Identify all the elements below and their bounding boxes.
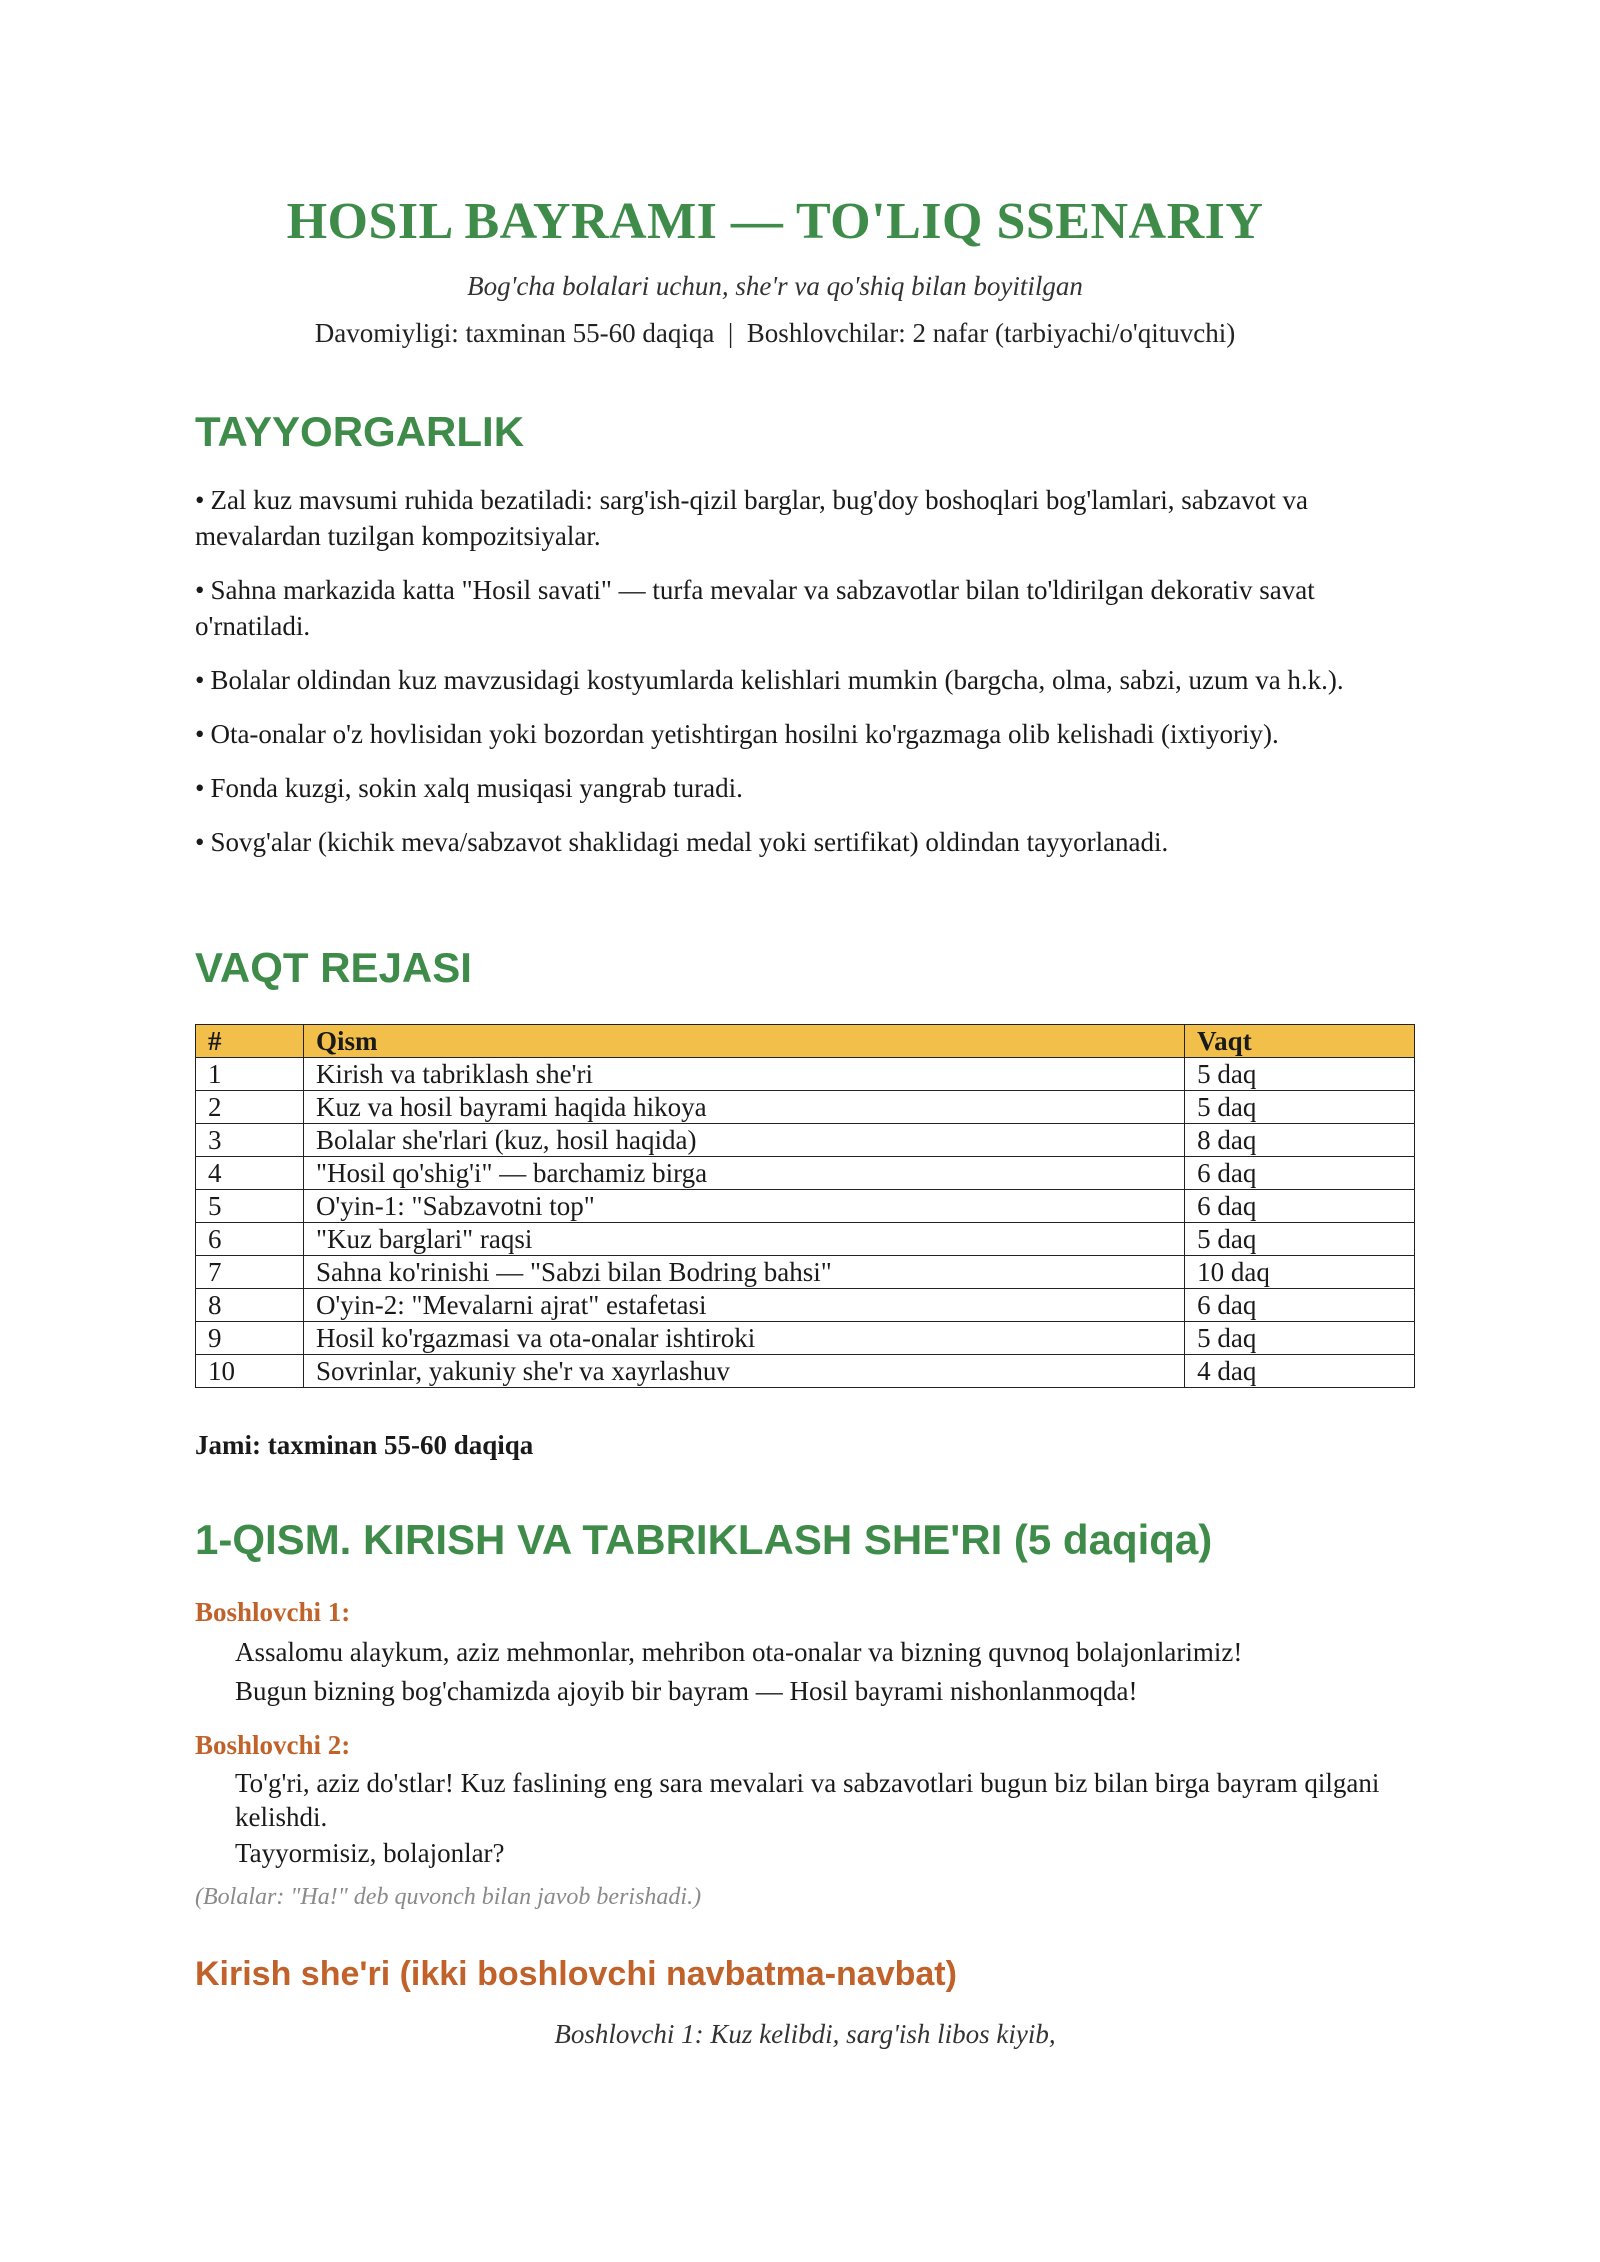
cell-number: 10: [196, 1355, 304, 1388]
list-item-text: Fonda kuzgi, sokin xalq musiqasi yangrab turadi.: [210, 773, 743, 803]
stage-direction: (Bolalar: "Ha!" deb quvonch bilan javob berishadi.): [195, 1884, 702, 1910]
table-row: [196, 1058, 1415, 1091]
speech-line: Tayyormisiz, bolajonlar?: [235, 1838, 505, 1868]
cell-number: 9: [196, 1322, 304, 1355]
part1-heading: 1-QISM. KIRISH VA TABRIKLASH SHE'RI (5 daqiqa): [195, 1516, 1213, 1563]
list-item-text: Sovg'alar (kichik meva/sabzavot shaklidagi medal yoki sertifikat) oldindan tayyorlanadi.: [210, 827, 1169, 857]
host2-label: Boshlovchi 2:: [195, 1730, 351, 1760]
cell-time: 5 daq: [1185, 1091, 1415, 1124]
cell-number: 6: [196, 1223, 304, 1256]
preparation-heading: TAYYORGARLIK: [195, 408, 525, 455]
cell-time: 5 daq: [1185, 1058, 1415, 1091]
document-title: HOSIL BAYRAMI — TO'LIQ SSENARIY: [286, 193, 1264, 250]
cell-part: Sovrinlar, yakuniy she'r va xayrlashuv: [303, 1355, 1184, 1388]
cell-number: 4: [196, 1157, 304, 1190]
list-item: [195, 482, 1415, 554]
cell-number: 2: [196, 1091, 304, 1124]
list-item-text: Zal kuz mavsumi ruhida bezatiladi: sarg'ish-qizil barglar, bug'doy boshoqlari bog'lamlari, sabzavot va mevalardan tuzilgan kompozitsiyalar.: [195, 485, 1308, 551]
column-header-number: #: [196, 1025, 304, 1058]
speech-line: To'g'ri, aziz do'stlar! Kuz faslining eng sara mevalari va sabzavotlari bugun biz bilan birga bayram qilgani kelishdi.: [235, 1768, 1380, 1832]
cell-number: 1: [196, 1058, 304, 1091]
speech-line: Assalomu alaykum, aziz mehmonlar, mehribon ota-onalar va bizning quvnoq bolajonlarimiz!: [235, 1637, 1243, 1667]
host2-speech: [235, 1766, 1415, 1870]
list-item-text: Sahna markazida katta "Hosil savati" — turfa mevalar va sabzavotlar bilan to'ldirilgan dekorativ savat o'rnatiladi.: [195, 575, 1315, 641]
table-row: [196, 1355, 1415, 1388]
cell-part: Sahna ko'rinishi — "Sabzi bilan Bodring bahsi": [303, 1256, 1184, 1289]
cell-time: 5 daq: [1185, 1223, 1415, 1256]
table-row: [196, 1289, 1415, 1322]
document-page: [195, 0, 1415, 2262]
table-row: [196, 1223, 1415, 1256]
bullet-icon: •: [195, 773, 205, 803]
list-item-text: Bolalar oldindan kuz mavzusidagi kostyumlarda kelishlari mumkin (bargcha, olma, sabzi, uzum va h.k.).: [210, 665, 1344, 695]
cell-time: 8 daq: [1185, 1124, 1415, 1157]
bullet-icon: •: [195, 719, 205, 749]
cell-part: Bolalar she'rlari (kuz, hosil haqida): [303, 1124, 1184, 1157]
cell-time: 6 daq: [1185, 1157, 1415, 1190]
bullet-icon: •: [195, 575, 205, 605]
table-row: [196, 1157, 1415, 1190]
cell-part: Hosil ko'rgazmasi va ota-onalar ishtiroki: [303, 1322, 1184, 1355]
list-item: [195, 824, 1415, 860]
document-subtitle: Bog'cha bolalari uchun, she'r va qo'shiq bilan boyitilgan: [467, 271, 1083, 301]
cell-part: "Hosil qo'shig'i" — barchamiz birga: [303, 1157, 1184, 1190]
bullet-icon: •: [195, 665, 205, 695]
cell-part: Kuz va hosil bayrami haqida hikoya: [303, 1091, 1184, 1124]
list-item: [195, 572, 1415, 644]
table-row: [196, 1322, 1415, 1355]
poem-line: Boshlovchi 1: Kuz kelibdi, sarg'ish libos kiyib,: [554, 2019, 1056, 2049]
table-row: [196, 1091, 1415, 1124]
cell-time: 6 daq: [1185, 1190, 1415, 1223]
list-item-text: Ota-onalar o'z hovlisidan yoki bozordan yetishtirgan hosilni ko'rgazmaga olib kelishadi (ixtiyoriy).: [210, 719, 1279, 749]
cell-time: 5 daq: [1185, 1322, 1415, 1355]
list-item: [195, 716, 1415, 752]
column-header-part: Qism: [303, 1025, 1184, 1058]
cell-number: 8: [196, 1289, 304, 1322]
cell-number: 3: [196, 1124, 304, 1157]
cell-part: Kirish va tabriklash she'ri: [303, 1058, 1184, 1091]
cell-time: 10 daq: [1185, 1256, 1415, 1289]
document-meta: Davomiyligi: taxminan 55-60 daqiqa | Boshlovchilar: 2 nafar (tarbiyachi/o'qituvchi): [314, 318, 1236, 348]
schedule-table: [195, 1024, 1415, 1388]
cell-time: 6 daq: [1185, 1289, 1415, 1322]
host1-speech: [235, 1633, 1415, 1711]
list-item: [195, 662, 1415, 698]
table-row: [196, 1124, 1415, 1157]
cell-time: 4 daq: [1185, 1355, 1415, 1388]
bullet-icon: •: [195, 485, 205, 515]
cell-number: 5: [196, 1190, 304, 1223]
table-header-row: [196, 1025, 1415, 1058]
poem-heading: Kirish she'ri (ikki boshlovchi navbatma-navbat): [195, 1955, 957, 1993]
cell-part: "Kuz barglari" raqsi: [303, 1223, 1184, 1256]
bullet-icon: •: [195, 827, 205, 857]
speech-line: Bugun bizning bog'chamizda ajoyib bir bayram — Hosil bayrami nishonlanmoqda!: [235, 1676, 1138, 1706]
column-header-time: Vaqt: [1185, 1025, 1415, 1058]
schedule-heading: VAQT REJASI: [195, 944, 472, 991]
schedule-total: Jami: taxminan 55-60 daqiqa: [195, 1430, 534, 1460]
preparation-list: [195, 482, 1415, 878]
table-row: [196, 1256, 1415, 1289]
table-row: [196, 1190, 1415, 1223]
cell-part: O'yin-2: "Mevalarni ajrat" estafetasi: [303, 1289, 1184, 1322]
host1-label: Boshlovchi 1:: [195, 1597, 351, 1627]
list-item: [195, 770, 1415, 806]
cell-part: O'yin-1: "Sabzavotni top": [303, 1190, 1184, 1223]
cell-number: 7: [196, 1256, 304, 1289]
